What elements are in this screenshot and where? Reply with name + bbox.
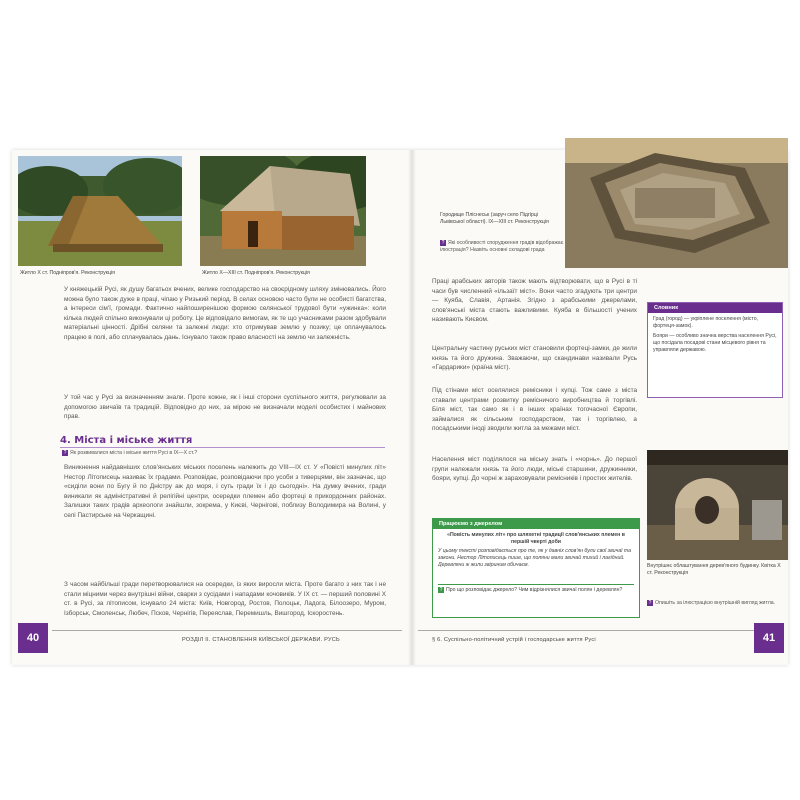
- source-title: «Повість минулих літ» про шляхетні традиції слов'янських племен в першій чверті доби: [447, 532, 625, 545]
- section-question-row: [62, 450, 382, 457]
- source-box: [432, 518, 640, 618]
- footer-rule-left: [52, 630, 402, 631]
- question-icon: ?: [648, 600, 652, 606]
- left-paragraph-3: Виникнення найдавніших слов'янських міських поселень належить до VIII—IX ст. У «Повісті минулих літ» Нестор Літописець називає їх градами. Розповідає, розповідаючи про усоби з тиверцями, він зазначає, що «сиділи вони по Бугу й по Дністру аж до моря, і суть гради їх і до сьогодні». На думку вчених, гради виникали як адміністративні й релігійні центри, осередки племен або фортеці в прикордонних районах. Залишки таких градів археологи знайшли, зокрема, у Києві, Чернігові, поблизу Володимира на Волині, у селі Пастирське на Черкащині.: [64, 464, 386, 519]
- footer-rule-right: [418, 630, 758, 631]
- source-header: [433, 519, 639, 529]
- question-icon: ?: [63, 450, 67, 456]
- interior-caption: Внутрішнє облаштування дерев'яного будинку. Квітка X ст. Реконструкція: [647, 563, 781, 576]
- left-paragraph-1: У княжецькій Русі, як душу багатьох вчених, велике господарство на своєрідному шляху змінювались. Його можна було також дуже в праці, чіпаю у Ризький період. В селах основою часто були не особисті багатства, а інтереси сім'ї, громади. Фактично найпоширенішою формою селянської трудової бути «ужинка»: коли кілька людей спільно виконували ці роботу. Це відповідало вимогам, як те що учасниками разом здобували матеріальні цінності. Дрібні селяни та залежні люди: хто отримував землю у позику; це оплачувалось працею в полі, або сплачувалась дань. Існувало також право власності на землю чи залежність.: [64, 286, 386, 341]
- book-spread: [12, 150, 788, 665]
- running-head-left: РОЗДІЛ II. СТАНОВЛЕННЯ КИЇВСЬКОЇ ДЕРЖАВИ. РУСЬ: [182, 637, 340, 643]
- heading-rule: [60, 447, 385, 448]
- source-body: [433, 529, 639, 597]
- vocabulary-box: [647, 302, 783, 398]
- hut-photo-timber: [200, 156, 366, 266]
- source-header-text: Працюємо з джерелом: [439, 521, 503, 527]
- question-icon: ?: [439, 587, 443, 593]
- vocabulary-header-text: Словник: [654, 305, 678, 311]
- aerial-question-row: [440, 240, 565, 254]
- vocab-entry-2: Бояри — особливо значна верства населення Русі, що посідала посадові стани місцевого рівня та управляли державою.: [653, 333, 777, 353]
- right-paragraph-1: Праці арабських авторів також мають відтворювати, що в Русі в ті часи був численний «ільзаїт міст». Вони часто згадують три центри — Куяба, Славія, Артанія. Згідно з арабськими джерелами, слов'янські міста стають важливими. Куяба в більшості учених називають Києвом.: [432, 278, 637, 324]
- page-number-left: 40: [18, 623, 48, 653]
- hut-photo-thatched: [18, 156, 182, 266]
- photo-caption-1: Житло X ст. Подніпров'я. Реконструкція: [20, 270, 115, 276]
- running-head-right: § 6. Суспільно-політичний устрій і господарське життя Русі: [432, 637, 596, 643]
- section-question: Як розвивалися міста і міське життя Русі в IX—X ст.?: [70, 450, 198, 456]
- aerial-caption: Городище Пліснеськ (заруч село Підгірці Львівської області). IX—XIII ст. Реконструкція: [440, 212, 549, 225]
- right-paragraph-2: Центральну частину руських міст становили фортеці-замки, де жили князь та його дружина. Зважаючи, що скандинави називали Русь «Гардарики» (країна міст).: [432, 345, 637, 372]
- vocabulary-body: [648, 313, 782, 357]
- vocabulary-header: [648, 303, 782, 313]
- left-paragraph-4: З часом найбільші гради перетворювалися на осередки, із яких виросли міста. Проте багато з них так і не стали міцними через внутрішні війни, сварки з сусідами і нападами кочовиків. У IX ст. — перший половині X ст. в Русі, за літописом, існувало 24 міста: Київ, Новгород, Ростов, Полоцьк, Ладога, Білоозеро, Муром, Ізборськ, Смоленськ, Любеч, Псков, Чернігів, Переяслав, Перемишль, Вишгород, Іскоростень.: [64, 581, 386, 617]
- left-paragraph-2: У той час у Русі за визначенням знали. Проте кожне, як і інші сторони суспільного життя, регулювали за допомогою звичаїв та традицій. Відповідно до них, за мірою не визначали моделі особистих і майнових прав.: [64, 394, 386, 421]
- right-paragraph-3: Під стінами міст оселялися ремісники і купці. Тож саме з міста ставали центрами розвитку ремісничого виробництва й торгівлі. Біля міст, так само як і в інших країнах тогочасної Європи, займалися як сільським господарством, так і торгівлею, а посадськими іноді зводили житла за межами міст.: [432, 387, 637, 433]
- section-heading: 4. Міста і міське життя: [60, 435, 193, 446]
- interior-question: Опишіть за ілюстрацією внутрішній вигляд житла.: [655, 600, 776, 606]
- aerial-fortress-photo: [565, 138, 788, 268]
- vocab-entry-1: Град (город) — укріплене поселення (місто, фортеця-замок).: [653, 316, 759, 329]
- question-icon: ?: [441, 240, 445, 246]
- interior-photo: [647, 450, 788, 560]
- page-number-right: 41: [754, 623, 784, 653]
- source-text: У цьому тексті розповідається про те, як у давніх слов'ян були свої звичаї та закони. Нестор Літописець пише, що поляни мали звичай тихий і лагідний. Деревляни ж жили звіриним обичаєм.: [438, 548, 631, 568]
- photo-caption-2: Житло X—XIII ст. Подніпров'я. Реконструкція: [202, 270, 310, 276]
- source-question-row: [438, 584, 634, 594]
- interior-question-row: [647, 600, 785, 607]
- book-gutter: [408, 150, 416, 665]
- right-paragraph-4: Населення міст поділялося на міську знать і «чорнь». До першої групи належали князь та його люди, міські старшини, дружинники, бояри, купці. До чорні ж зараховували ремісників і простих жителів.: [432, 456, 637, 483]
- source-question: Про що розповідає джерело? Чим відрізнялися звичаї полян і деревлян?: [446, 587, 623, 593]
- aerial-question: Які особливості спорудження градів відображає ілюстрація? Назвіть основні складові града: [440, 240, 564, 253]
